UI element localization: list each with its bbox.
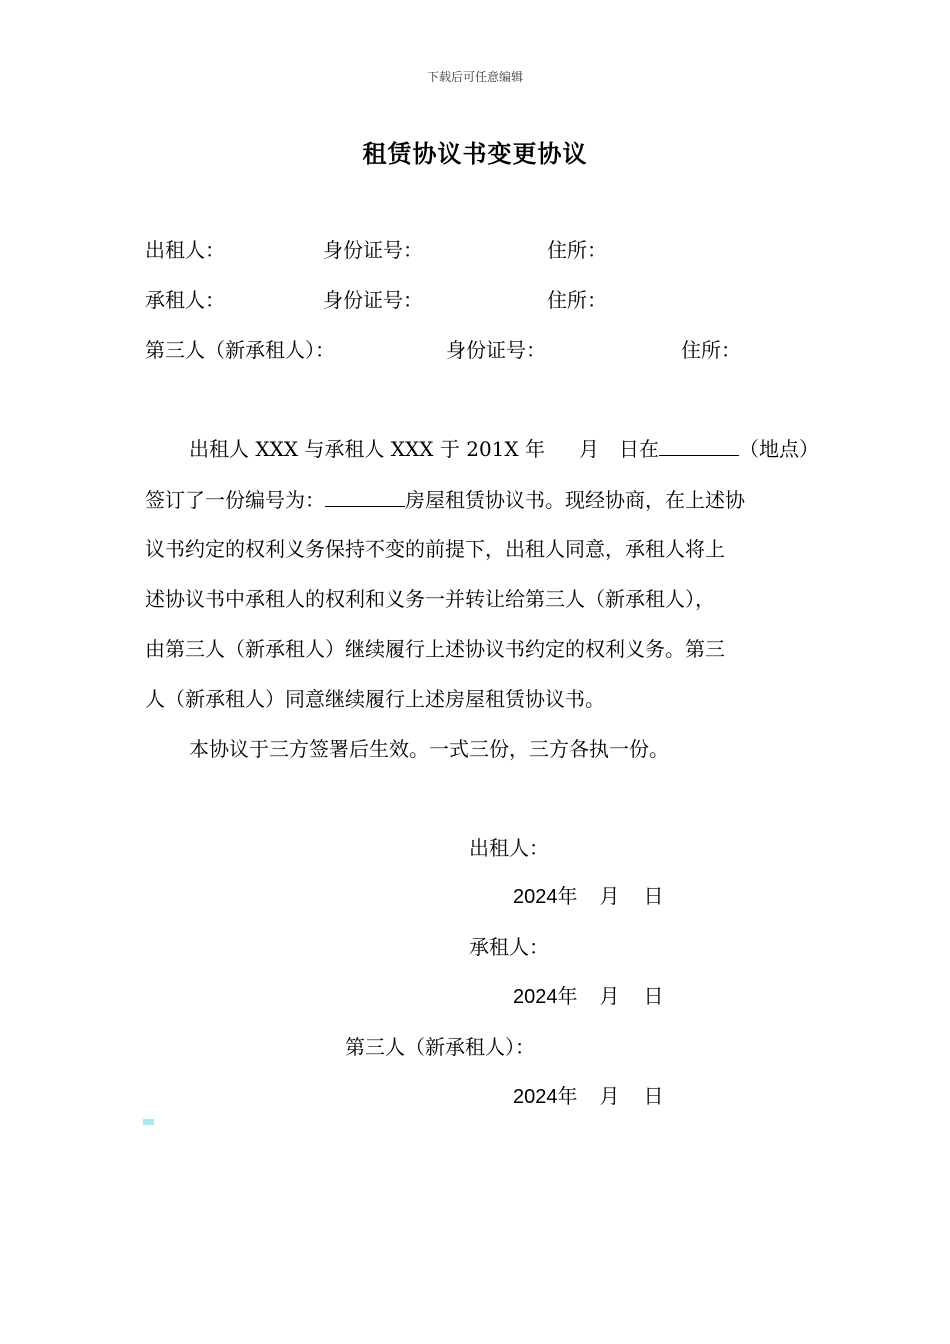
signature-lessor-label: 出租人： bbox=[469, 836, 549, 860]
lessor-id-label: 身份证号： bbox=[323, 238, 423, 262]
signature-third-party-label: 第三人（新承租人）： bbox=[345, 1035, 535, 1059]
body-line-1-text: 出租人 XXX 与承租人 XXX 于 201X 年 bbox=[189, 437, 545, 461]
body-line-4: 述协议书中承租人的权利和义务一并转让给第三人（新承租人）， bbox=[145, 587, 715, 611]
third-party-id-label: 身份证号： bbox=[446, 338, 546, 362]
signature-third-party-date: 2024年 月 日 bbox=[513, 1084, 664, 1108]
lessor-label: 出租人： bbox=[145, 238, 225, 262]
lessee-id-label: 身份证号： bbox=[323, 288, 423, 312]
signature-lessee-label: 承租人： bbox=[469, 935, 549, 959]
place-blank bbox=[659, 433, 739, 456]
body-line-2 bbox=[145, 484, 745, 515]
body-line-3: 议书约定的权利义务保持不变的前提下，出租人同意，承租人将上 bbox=[145, 537, 725, 561]
body-line-5: 由第三人（新承租人）继续履行上述协议书约定的权利义务。第三 bbox=[145, 637, 725, 661]
body-line-2-text-b: 房屋租赁协议书。现经协商，在上述协 bbox=[405, 488, 745, 512]
signature-lessee-date: 2024年 月 日 bbox=[513, 984, 664, 1008]
contract-number-blank bbox=[325, 484, 405, 507]
body-line-2-text-a: 签订了一份编号为： bbox=[145, 488, 325, 512]
highlight-marker bbox=[143, 1119, 154, 1125]
lessee-label: 承租人： bbox=[145, 288, 225, 312]
body-line-7: 本协议于三方签署后生效。一式三份，三方各执一份。 bbox=[189, 737, 669, 761]
lessee-address-label: 住所： bbox=[547, 288, 607, 312]
body-line-1-month: 月 bbox=[579, 437, 599, 461]
document-title: 租赁协议书变更协议 bbox=[362, 139, 588, 168]
body-line-6: 人（新承租人）同意继续履行上述房屋租赁协议书。 bbox=[145, 687, 605, 711]
third-party-address-label: 住所： bbox=[681, 338, 741, 362]
body-line-1 bbox=[189, 433, 819, 464]
body-line-1-day: 日在 bbox=[619, 437, 659, 461]
lessor-address-label: 住所： bbox=[547, 238, 607, 262]
body-line-1-place: （地点） bbox=[739, 437, 819, 461]
signature-lessor-date: 2024年 月 日 bbox=[513, 884, 664, 908]
header-note: 下载后可任意编辑 bbox=[426, 70, 523, 84]
third-party-label: 第三人（新承租人）： bbox=[145, 338, 335, 362]
